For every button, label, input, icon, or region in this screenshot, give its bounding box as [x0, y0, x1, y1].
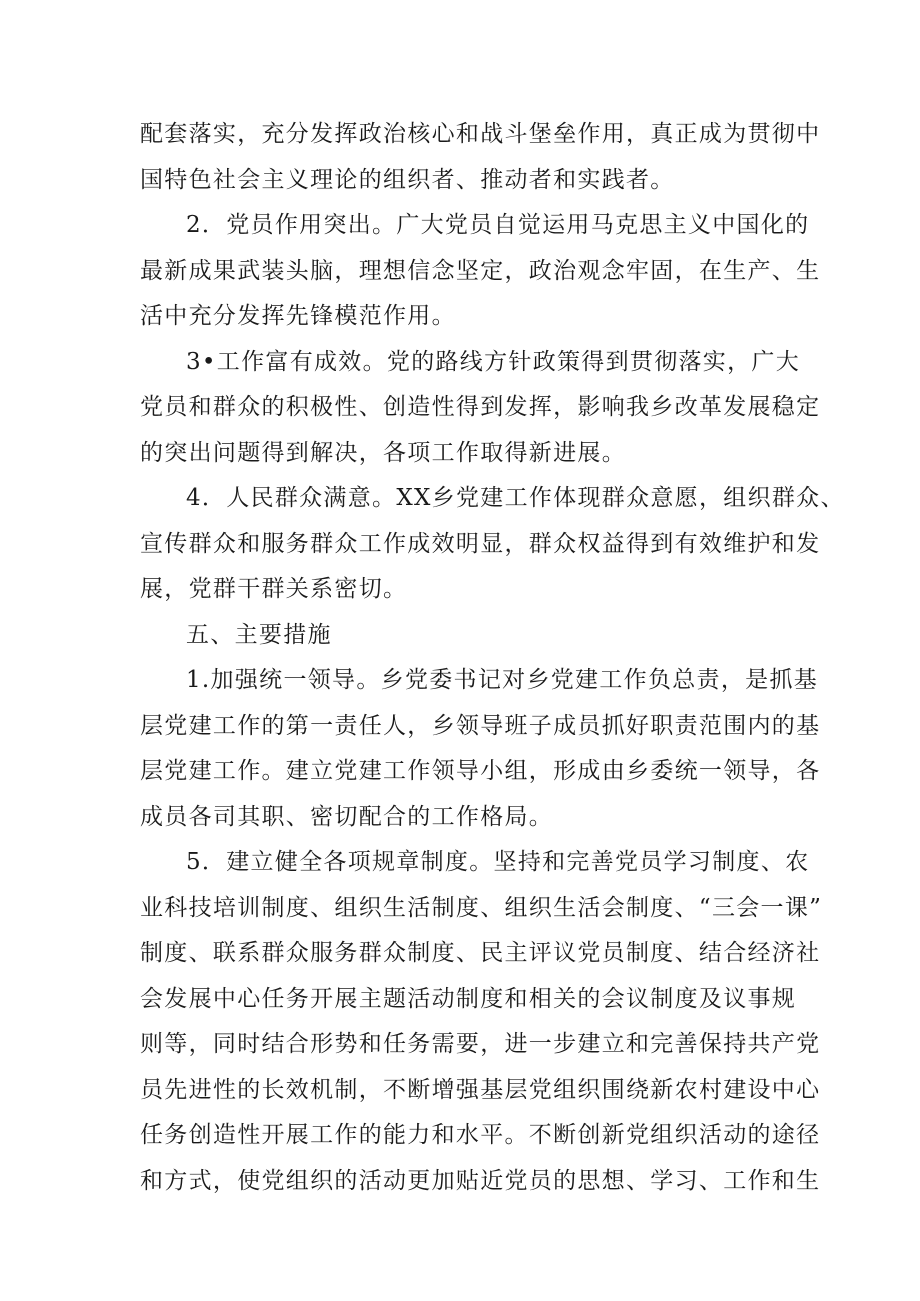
text-line: 展，党群干群关系密切。	[140, 576, 408, 602]
text-line: 则等，同时结合形势和任务需要，进一步建立和完善保持共产党	[140, 1031, 821, 1057]
text-line: 5．建立健全各项规章制度。坚持和完善党员学习制度、农	[186, 849, 810, 875]
text-line: 和方式，使党组织的活动更加贴近党员的思想、学习、工作和生	[140, 1167, 821, 1194]
text-line: 活中充分发挥先锋模范作用。	[140, 303, 456, 329]
text-line: 最新成果武装头脑，理想信念坚定，政治观念牢固，在生产、生	[140, 257, 821, 284]
text-line: 的突出问题得到解决，各项工作取得新进展。	[140, 439, 626, 466]
text-line: 制度、联系群众服务群众制度、民主评议党员制度、结合经济社	[140, 940, 821, 966]
paragraph-p3	[140, 340, 821, 477]
paragraph-p6	[140, 658, 821, 840]
text-line: 五、主要措施	[186, 621, 332, 648]
text-line: 成员各司其职、密切配合的工作格局。	[140, 803, 554, 830]
paragraph-p2	[140, 203, 821, 340]
text-line: 任务创造性开展工作的能力和水平。不断创新党组织活动的途径	[140, 1122, 821, 1148]
text-line: 宣传群众和服务群众工作成效明显，群众权益得到有效维护和发	[140, 530, 821, 557]
text-line: 配套落实，充分发挥政治核心和战斗堡垒作用，真正成为贯彻中	[140, 121, 821, 147]
text-line: 2．党员作用突出。广大党员自觉运用马克思主义中国化的	[186, 212, 810, 238]
text-line: 会发展中心任务开展主题活动制度和相关的会议制度及议事规	[140, 985, 797, 1012]
document-body	[140, 112, 845, 1204]
text-line: 业科技培训制度、组织生活制度、组织生活会制度、“三会一课”	[140, 894, 823, 921]
text-line: 员先进性的长效机制，不断增强基层党组织围绕新农村建设中心	[140, 1076, 821, 1103]
paragraph-p5	[140, 613, 790, 659]
text-line: 层党建工作的第一责任人，乡领导班子成员抓好职责范围内的基	[140, 712, 821, 739]
paragraph-p1	[140, 112, 821, 203]
text-line: 4．人民群众满意。XX乡党建工作体现群众意愿，组织群众、	[186, 485, 845, 511]
text-line: 国特色社会主义理论的组织者、推动者和实践者。	[140, 166, 675, 193]
text-line: 层党建工作。建立党建工作领导小组，形成由乡委统一领导，各	[140, 758, 821, 784]
paragraph-p4	[140, 476, 845, 613]
paragraph-p7	[140, 840, 823, 1204]
text-line: 1.加强统一领导。乡党委书记对乡党建工作负总责，是抓基	[186, 667, 819, 693]
text-line: 党员和群众的积极性、创造性得到发挥，影响我乡改革发展稳定	[140, 394, 821, 420]
text-line: 3•工作富有成效。党的路线方针政策得到贯彻落实，广大	[186, 348, 800, 375]
